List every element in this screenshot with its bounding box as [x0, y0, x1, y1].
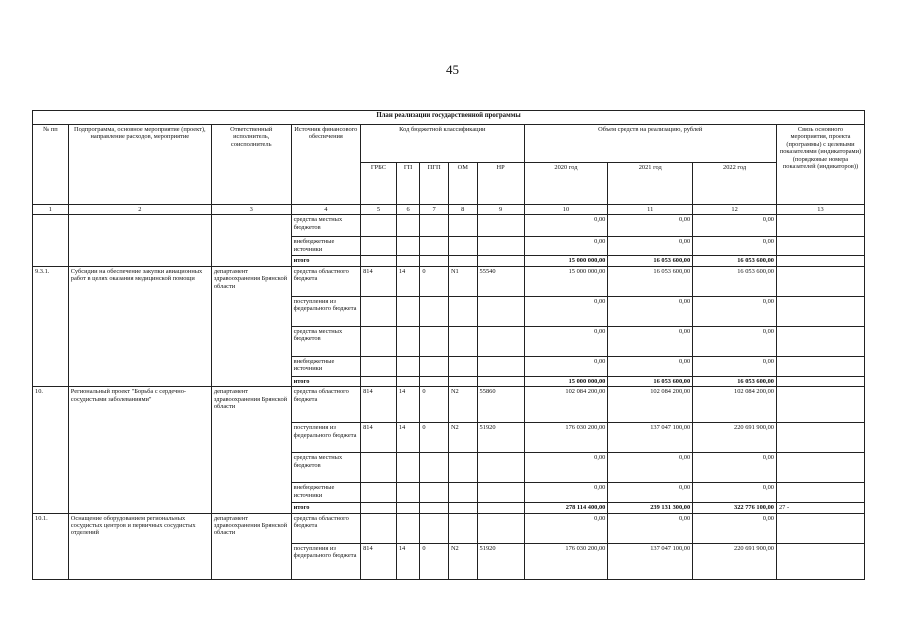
- header-grbs: ГРБС: [361, 163, 397, 205]
- grbs-cell: [361, 513, 397, 543]
- source-cell: средства областного бюджета: [291, 387, 361, 423]
- header-num: № пп: [33, 125, 69, 205]
- value-2022-cell: 0,00: [693, 356, 777, 376]
- indicator-link-cell: [776, 387, 864, 423]
- value-2021-cell: 0,00: [608, 356, 693, 376]
- value-2020-cell: 15 000 000,00: [524, 376, 608, 386]
- indicator-link-cell: [776, 513, 864, 543]
- nr-cell: [477, 296, 524, 326]
- value-2022-cell: 220 691 900,00: [693, 423, 777, 453]
- pgp-cell: [420, 215, 449, 237]
- source-cell: внебюджетные источники: [291, 237, 361, 256]
- column-number: 7: [420, 205, 449, 215]
- om-cell: [448, 376, 477, 386]
- value-2021-cell: 16 053 600,00: [608, 266, 693, 296]
- value-2021-cell: 16 053 600,00: [608, 376, 693, 386]
- table-title: План реализации государственной программы: [33, 111, 865, 125]
- header-2021: 2021 год: [608, 163, 693, 205]
- grbs-cell: [361, 215, 397, 237]
- gp-cell: [396, 215, 420, 237]
- source-cell: внебюджетные источники: [291, 483, 361, 503]
- gp-cell: [396, 453, 420, 483]
- column-number: 2: [68, 205, 211, 215]
- value-2020-cell: 15 000 000,00: [524, 256, 608, 266]
- pgp-cell: [420, 513, 449, 543]
- value-2022-cell: 322 776 100,00: [693, 503, 777, 513]
- om-cell: [448, 256, 477, 266]
- column-number: 1: [33, 205, 69, 215]
- value-2022-cell: 0,00: [693, 215, 777, 237]
- value-2020-cell: 0,00: [524, 237, 608, 256]
- value-2020-cell: 0,00: [524, 453, 608, 483]
- indicator-link-cell: [776, 237, 864, 256]
- grbs-cell: [361, 326, 397, 356]
- value-2021-cell: 0,00: [608, 326, 693, 356]
- source-cell: средства областного бюджета: [291, 266, 361, 296]
- gp-cell: [396, 356, 420, 376]
- indicator-link-cell: [776, 215, 864, 237]
- indicator-link-cell: [776, 376, 864, 386]
- pgp-cell: [420, 326, 449, 356]
- pgp-cell: 0: [420, 423, 449, 453]
- value-2021-cell: 102 084 200,00: [608, 387, 693, 423]
- indicator-link-cell: [776, 453, 864, 483]
- nr-cell: 55540: [477, 266, 524, 296]
- executor-cell: [211, 215, 291, 266]
- column-number: 10: [524, 205, 608, 215]
- column-number: 9: [477, 205, 524, 215]
- table-row: [33, 513, 865, 543]
- source-cell: поступления из федерального бюджета: [291, 296, 361, 326]
- nr-cell: 51920: [477, 543, 524, 579]
- nr-cell: [477, 503, 524, 513]
- nr-cell: [477, 453, 524, 483]
- value-2022-cell: 0,00: [693, 326, 777, 356]
- om-cell: N1: [448, 266, 477, 296]
- om-cell: [448, 453, 477, 483]
- grbs-cell: [361, 453, 397, 483]
- value-2022-cell: 0,00: [693, 296, 777, 326]
- value-2022-cell: 16 053 600,00: [693, 256, 777, 266]
- row-number-cell: [33, 215, 69, 266]
- column-number: 11: [608, 205, 693, 215]
- gp-cell: [396, 513, 420, 543]
- grbs-cell: [361, 376, 397, 386]
- column-number: 3: [211, 205, 291, 215]
- executor-cell: департамент здравоохранения Брянской области: [211, 513, 291, 579]
- row-number-cell: 10.: [33, 387, 69, 513]
- om-cell: N2: [448, 543, 477, 579]
- value-2021-cell: 0,00: [608, 215, 693, 237]
- nr-cell: [477, 376, 524, 386]
- gp-cell: [396, 483, 420, 503]
- source-cell: итого: [291, 256, 361, 266]
- indicator-link-cell: [776, 326, 864, 356]
- indicator-link-cell: [776, 483, 864, 503]
- om-cell: N2: [448, 387, 477, 423]
- nr-cell: [477, 513, 524, 543]
- value-2020-cell: 0,00: [524, 296, 608, 326]
- pgp-cell: 0: [420, 266, 449, 296]
- om-cell: [448, 237, 477, 256]
- grbs-cell: 814: [361, 266, 397, 296]
- value-2022-cell: 0,00: [693, 453, 777, 483]
- indicator-link-cell: [776, 266, 864, 296]
- source-cell: поступления из федерального бюджета: [291, 543, 361, 579]
- table-row: [33, 387, 865, 423]
- source-cell: средства местных бюджетов: [291, 326, 361, 356]
- program-plan-table: [32, 110, 865, 580]
- value-2022-cell: 0,00: [693, 513, 777, 543]
- om-cell: [448, 296, 477, 326]
- header-funds: Объем средств на реализацию, рублей: [524, 125, 776, 163]
- om-cell: N2: [448, 423, 477, 453]
- header-subprogram: Подпрограмма, основное мероприятие (проект), направление расходов, мероприятие: [68, 125, 211, 205]
- nr-cell: [477, 326, 524, 356]
- value-2020-cell: 0,00: [524, 356, 608, 376]
- header-pgp: ПГП: [420, 163, 449, 205]
- value-2022-cell: 102 084 200,00: [693, 387, 777, 423]
- om-cell: [448, 503, 477, 513]
- value-2021-cell: 239 131 300,00: [608, 503, 693, 513]
- header-row-1: [33, 125, 865, 163]
- header-budget-code: Код бюджетной классификации: [361, 125, 524, 163]
- header-2020: 2020 год: [524, 163, 608, 205]
- nr-cell: [477, 356, 524, 376]
- pgp-cell: 0: [420, 543, 449, 579]
- measure-name-cell: Региональный проект "Борьба с сердечно-сосудистыми заболеваниями": [68, 387, 211, 513]
- row-number-cell: 10.1.: [33, 513, 69, 579]
- pgp-cell: 0: [420, 387, 449, 423]
- table-title-row: [33, 111, 865, 125]
- grbs-cell: [361, 503, 397, 513]
- header-om: ОМ: [448, 163, 477, 205]
- value-2021-cell: 0,00: [608, 483, 693, 503]
- value-2022-cell: 0,00: [693, 483, 777, 503]
- header-executor: Ответственный исполнитель, соисполнитель: [211, 125, 291, 205]
- indicator-link-cell: [776, 543, 864, 579]
- om-cell: [448, 356, 477, 376]
- measure-name-cell: [68, 215, 211, 266]
- value-2022-cell: 16 053 600,00: [693, 376, 777, 386]
- pgp-cell: [420, 256, 449, 266]
- om-cell: [448, 483, 477, 503]
- value-2021-cell: 16 053 600,00: [608, 256, 693, 266]
- grbs-cell: [361, 296, 397, 326]
- column-number: 6: [396, 205, 420, 215]
- value-2020-cell: 278 114 400,00: [524, 503, 608, 513]
- gp-cell: [396, 237, 420, 256]
- nr-cell: [477, 215, 524, 237]
- indicator-link-cell: [776, 296, 864, 326]
- row-number-cell: 9.3.1.: [33, 266, 69, 386]
- value-2020-cell: 0,00: [524, 215, 608, 237]
- measure-name-cell: Оснащение оборудованием региональных сосудистых центров и первичных сосудистых отделений: [68, 513, 211, 579]
- pgp-cell: [420, 237, 449, 256]
- executor-cell: департамент здравоохранения Брянской области: [211, 266, 291, 386]
- page-number: 45: [446, 62, 459, 77]
- nr-cell: [477, 256, 524, 266]
- indicator-link-cell: [776, 256, 864, 266]
- nr-cell: 55860: [477, 387, 524, 423]
- executor-cell: департамент здравоохранения Брянской области: [211, 387, 291, 513]
- grbs-cell: 814: [361, 387, 397, 423]
- grbs-cell: 814: [361, 423, 397, 453]
- gp-cell: [396, 376, 420, 386]
- value-2020-cell: 0,00: [524, 483, 608, 503]
- header-gp: ГП: [396, 163, 420, 205]
- gp-cell: [396, 326, 420, 356]
- pgp-cell: [420, 453, 449, 483]
- value-2021-cell: 0,00: [608, 296, 693, 326]
- nr-cell: [477, 237, 524, 256]
- column-number: 8: [448, 205, 477, 215]
- value-2020-cell: 176 030 200,00: [524, 543, 608, 579]
- om-cell: [448, 513, 477, 543]
- table-row: [33, 215, 865, 237]
- grbs-cell: [361, 356, 397, 376]
- source-cell: средства областного бюджета: [291, 513, 361, 543]
- measure-name-cell: Субсидии на обеспечение закупки авиационных работ в целях оказания медицинской помощи: [68, 266, 211, 386]
- value-2022-cell: 0,00: [693, 237, 777, 256]
- om-cell: [448, 215, 477, 237]
- value-2021-cell: 137 047 100,00: [608, 543, 693, 579]
- header-source: Источник финансового обеспечения: [291, 125, 361, 205]
- pgp-cell: [420, 376, 449, 386]
- source-cell: поступления из федерального бюджета: [291, 423, 361, 453]
- indicator-link-cell: [776, 423, 864, 453]
- gp-cell: [396, 296, 420, 326]
- column-number: 4: [291, 205, 361, 215]
- source-cell: средства местных бюджетов: [291, 453, 361, 483]
- value-2021-cell: 0,00: [608, 453, 693, 483]
- gp-cell: [396, 256, 420, 266]
- indicator-link-cell: [776, 356, 864, 376]
- value-2020-cell: 0,00: [524, 513, 608, 543]
- column-number: 12: [693, 205, 777, 215]
- pgp-cell: [420, 356, 449, 376]
- value-2020-cell: 176 030 200,00: [524, 423, 608, 453]
- om-cell: [448, 326, 477, 356]
- source-cell: итого: [291, 503, 361, 513]
- header-link: Связь основного мероприятия, проекта (программы) с целевыми показателями (индикаторами) (порядковые номера показателей (индикаторов)): [776, 125, 864, 205]
- value-2021-cell: 137 047 100,00: [608, 423, 693, 453]
- value-2020-cell: 15 000 000,00: [524, 266, 608, 296]
- column-numbers-row: [33, 205, 865, 215]
- gp-cell: 14: [396, 266, 420, 296]
- grbs-cell: [361, 256, 397, 266]
- pgp-cell: [420, 296, 449, 326]
- grbs-cell: [361, 237, 397, 256]
- source-cell: внебюджетные источники: [291, 356, 361, 376]
- value-2022-cell: 220 691 900,00: [693, 543, 777, 579]
- nr-cell: [477, 483, 524, 503]
- nr-cell: 51920: [477, 423, 524, 453]
- table-row: [33, 266, 865, 296]
- source-cell: средства местных бюджетов: [291, 215, 361, 237]
- value-2020-cell: 0,00: [524, 326, 608, 356]
- column-number: 13: [776, 205, 864, 215]
- column-number: 5: [361, 205, 397, 215]
- grbs-cell: 814: [361, 543, 397, 579]
- header-nr: НР: [477, 163, 524, 205]
- value-2022-cell: 16 053 600,00: [693, 266, 777, 296]
- source-cell: итого: [291, 376, 361, 386]
- pgp-cell: [420, 503, 449, 513]
- gp-cell: 14: [396, 387, 420, 423]
- pgp-cell: [420, 483, 449, 503]
- gp-cell: [396, 503, 420, 513]
- value-2020-cell: 102 084 200,00: [524, 387, 608, 423]
- gp-cell: 14: [396, 543, 420, 579]
- value-2021-cell: 0,00: [608, 237, 693, 256]
- grbs-cell: [361, 483, 397, 503]
- header-2022: 2022 год: [693, 163, 777, 205]
- gp-cell: 14: [396, 423, 420, 453]
- value-2021-cell: 0,00: [608, 513, 693, 543]
- indicator-link-cell: 27 -: [776, 503, 864, 513]
